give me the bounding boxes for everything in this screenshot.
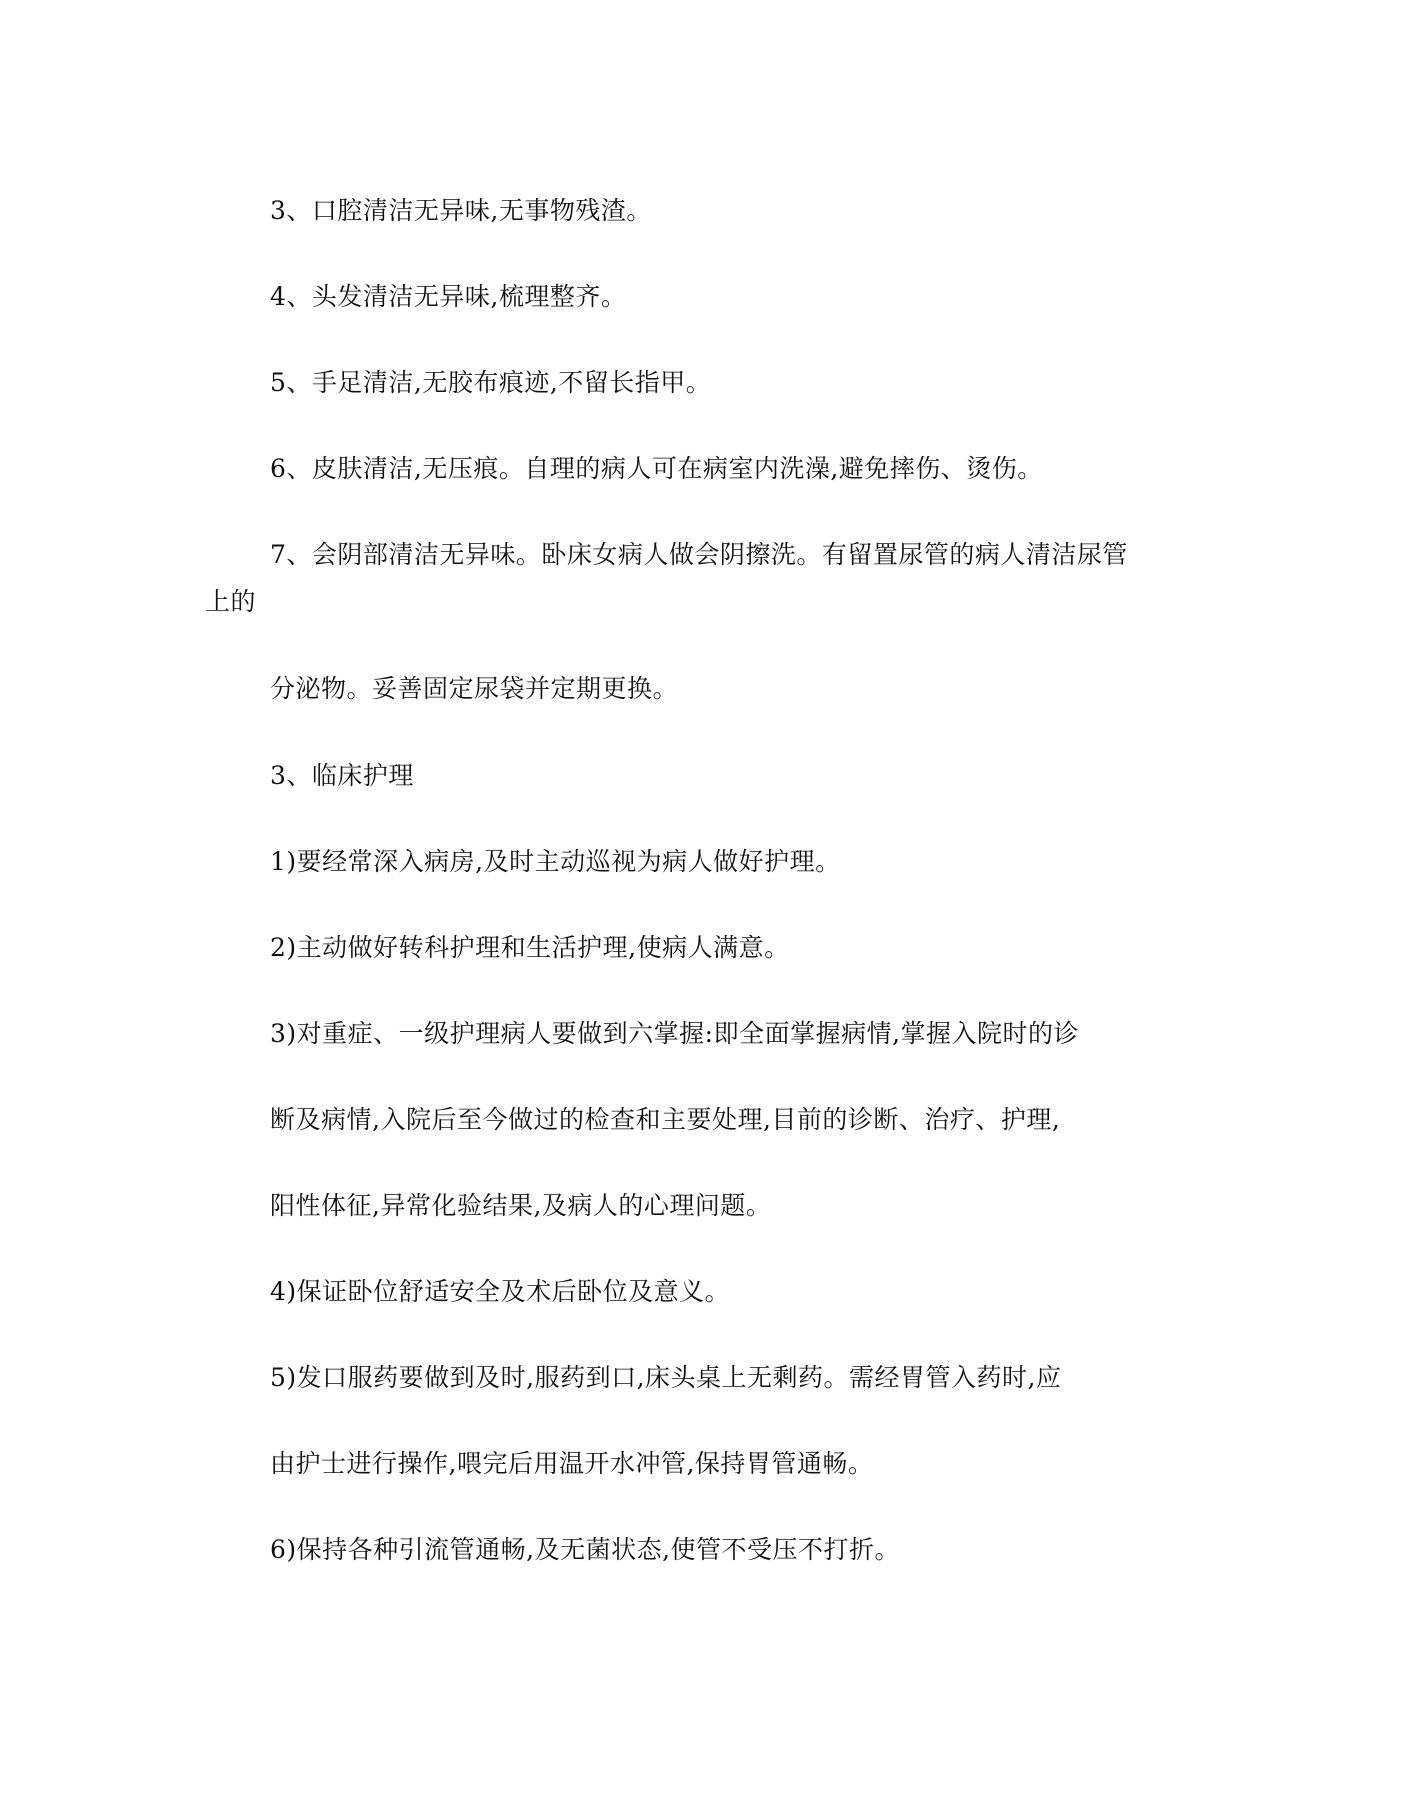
text-line-hand-foot-care: 5、手足清洁,无胶布痕迹,不留长指甲。 (270, 368, 712, 397)
text-line-item-3: 3)对重症、一级护理病人要做到六掌握:即全面掌握病情,掌握入院时的诊 (270, 1019, 1080, 1048)
text-line-item-5: 5)发口服药要做到及时,服药到口,床头桌上无剩药。需经胃管入药时,应 (270, 1363, 1062, 1392)
text-line-item-2: 2)主动做好转科护理和生活护理,使病人满意。 (270, 933, 790, 962)
text-line-skin-care: 6、皮肤清洁,无压痕。自理的病人可在病室内洗澡,避免摔伤、烫伤。 (270, 454, 1043, 483)
text-line-oral-care: 3、口腔清洁无异味,无事物残渣。 (270, 196, 652, 225)
text-line-perineal-care: 7、会阴部清洁无异味。卧床女病人做会阴擦洗。有留置尿管的病人清洁尿管 (270, 540, 1128, 569)
text-line-perineal-care-wrap: 上的 (205, 587, 257, 616)
text-line-secretions: 分泌物。妥善固定尿袋并定期更换。 (270, 674, 679, 703)
text-line-item-3-cont-2: 阳性体征,异常化验结果,及病人的心理问题。 (270, 1191, 772, 1220)
text-line-hair-care: 4、头发清洁无异味,梳理整齐。 (270, 282, 627, 311)
text-line-item-1: 1)要经常深入病房,及时主动巡视为病人做好护理。 (270, 847, 841, 876)
text-line-item-3-cont-1: 断及病情,入院后至今做过的检查和主要处理,目前的诊断、治疗、护理, (270, 1105, 1061, 1134)
text-line-item-5-cont: 由护士进行操作,喂完后用温开水冲管,保持胃管通畅。 (270, 1449, 874, 1478)
text-line-item-6: 6)保持各种引流管通畅,及无菌状态,使管不受压不打折。 (270, 1535, 901, 1564)
section-heading-clinical-care: 3、临床护理 (270, 761, 414, 790)
text-line-item-4: 4)保证卧位舒适安全及术后卧位及意义。 (270, 1277, 731, 1306)
